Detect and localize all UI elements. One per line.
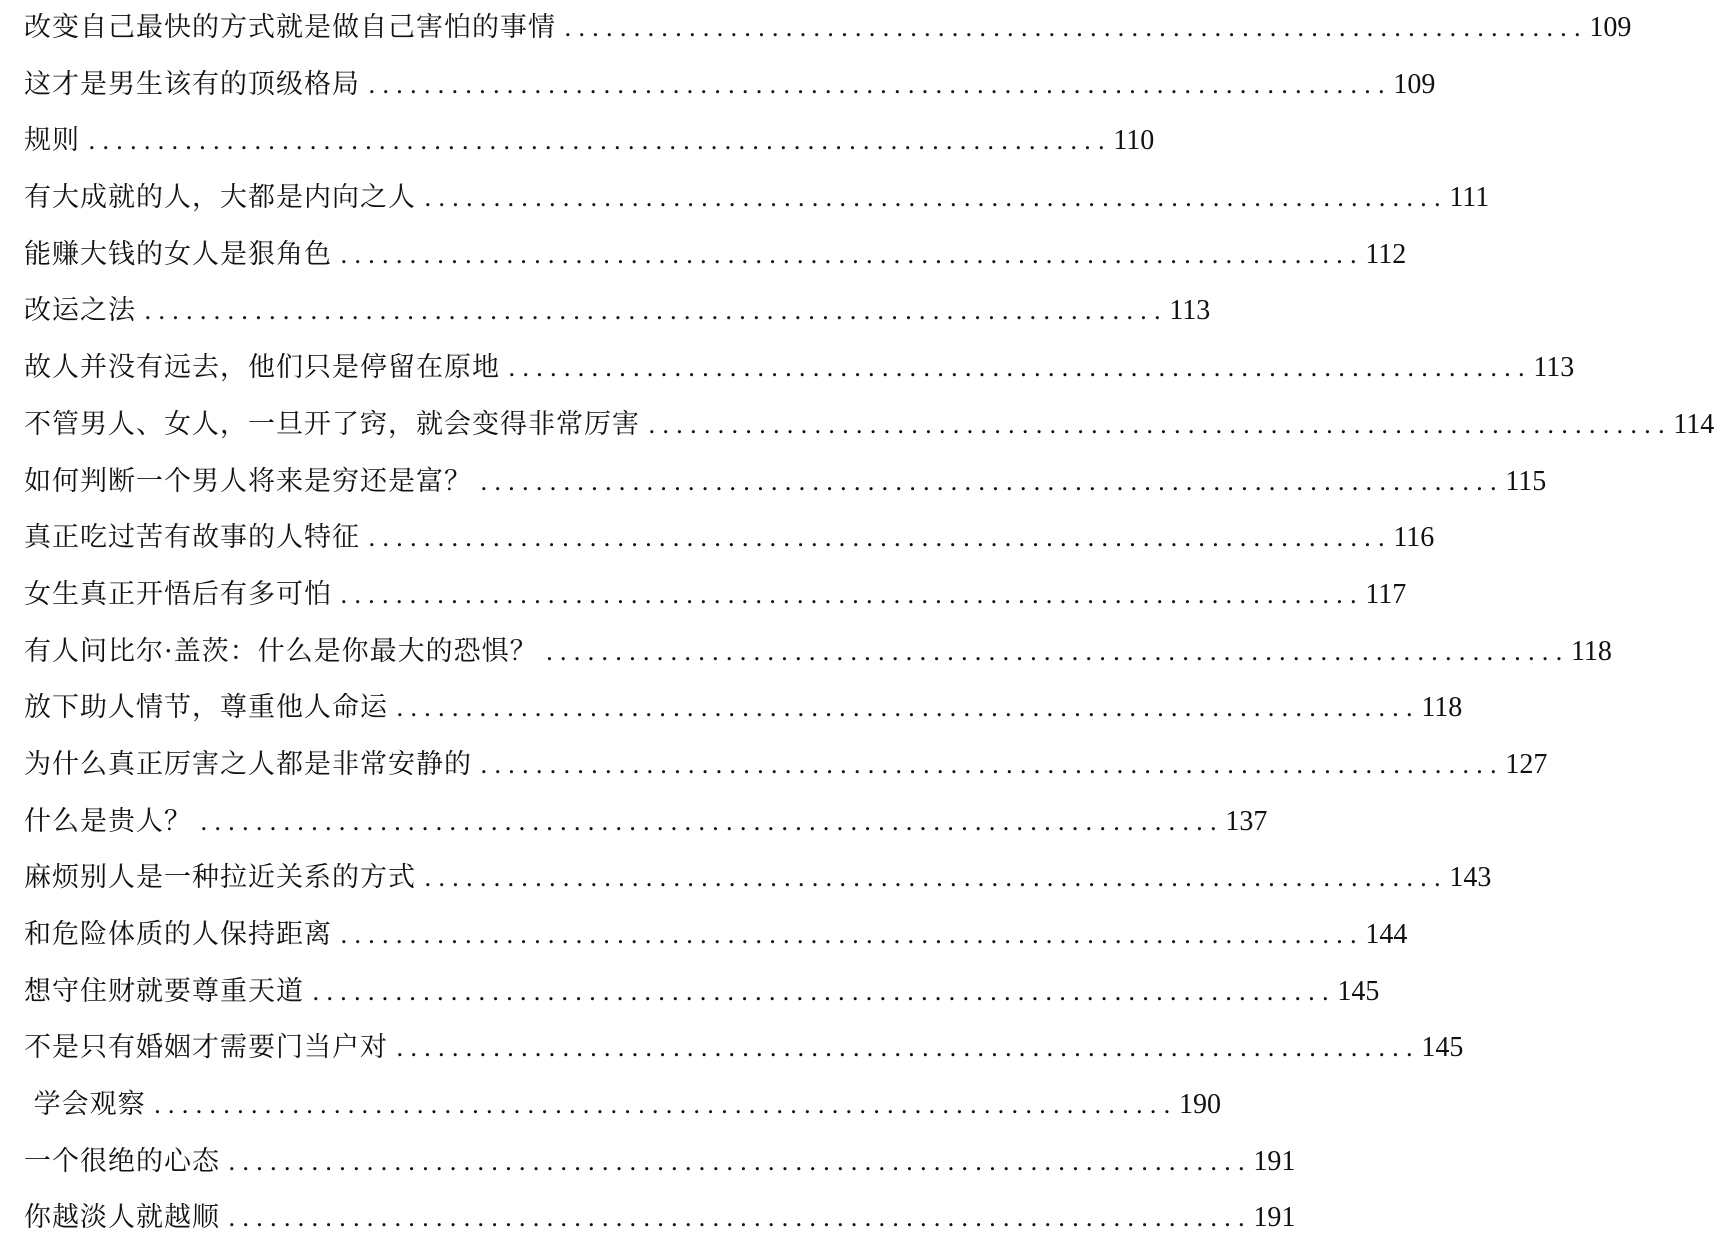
table-of-contents bbox=[24, 0, 1714, 1247]
toc-entry-page: 143 bbox=[1449, 862, 1492, 894]
toc-entry-title: 你越淡人就越顺 bbox=[24, 1202, 220, 1234]
toc-entry-page: 116 bbox=[1393, 522, 1435, 554]
toc-entry-page: 113 bbox=[1533, 352, 1575, 384]
toc-leader-dots: .......................................................................... bbox=[200, 807, 1224, 836]
toc-entry[interactable] bbox=[24, 737, 1548, 794]
toc-entry[interactable] bbox=[24, 283, 1211, 340]
toc-entry-title: 不管男人、女人，一旦开了窍，就会变得非常厉害 bbox=[24, 408, 640, 440]
toc-entry[interactable] bbox=[24, 1077, 1221, 1134]
toc-entry[interactable] bbox=[24, 624, 1612, 681]
toc-entry-title: 有人问比尔·盖茨：什么是你最大的恐惧？ bbox=[24, 635, 538, 667]
toc-leader-dots: .......................................................................... bbox=[396, 1034, 1420, 1063]
toc-entry-page: 190 bbox=[1178, 1089, 1221, 1121]
toc-entry[interactable] bbox=[24, 0, 1632, 57]
toc-entry[interactable] bbox=[24, 397, 1714, 454]
toc-leader-dots: .......................................................................... bbox=[153, 1091, 1177, 1120]
toc-entry-page: 117 bbox=[1365, 578, 1407, 610]
toc-leader-dots: .......................................................................... bbox=[424, 184, 1448, 213]
toc-entry-page: 127 bbox=[1505, 748, 1548, 780]
toc-entry[interactable] bbox=[24, 850, 1492, 907]
toc-entry-title: 改运之法 bbox=[24, 295, 136, 327]
toc-leader-dots: .......................................................................... bbox=[88, 127, 1112, 156]
toc-entry[interactable] bbox=[24, 794, 1268, 851]
toc-leader-dots: .......................................................................... bbox=[340, 921, 1364, 949]
toc-entry[interactable] bbox=[24, 680, 1463, 737]
toc-entry-title: 真正吃过苦有故事的人特征 bbox=[24, 522, 360, 554]
toc-entry[interactable] bbox=[24, 907, 1408, 964]
toc-leader-dots: .......................................................................... bbox=[564, 14, 1588, 42]
toc-entry-page: 111 bbox=[1449, 182, 1490, 214]
toc-entry-page: 112 bbox=[1365, 238, 1407, 270]
toc-entry-page: 109 bbox=[1589, 12, 1632, 43]
toc-entry[interactable] bbox=[24, 1190, 1296, 1247]
toc-entry-title: 这才是男生该有的顶级格局 bbox=[24, 68, 360, 100]
toc-leader-dots: .......................................................................... bbox=[340, 580, 1364, 609]
toc-entry-title: 一个很绝的心态 bbox=[24, 1145, 220, 1177]
toc-entry-title: 和危险体质的人保持距离 bbox=[24, 919, 332, 950]
toc-entry[interactable] bbox=[24, 964, 1380, 1021]
toc-leader-dots: .......................................................................... bbox=[228, 1147, 1252, 1176]
toc-entry-title: 为什么真正厉害之人都是非常安静的 bbox=[24, 748, 472, 780]
toc-leader-dots: .......................................................................... bbox=[508, 354, 1532, 383]
toc-entry-page: 114 bbox=[1673, 408, 1714, 440]
toc-entry[interactable] bbox=[24, 1134, 1296, 1191]
toc-entry-page: 137 bbox=[1225, 805, 1268, 837]
toc-entry[interactable] bbox=[24, 227, 1407, 284]
toc-entry-title: 能赚大钱的女人是狠角色 bbox=[24, 238, 332, 270]
toc-entry-title: 想守住财就要尊重天道 bbox=[24, 975, 304, 1007]
toc-entry-title: 有大成就的人，大都是内向之人 bbox=[24, 182, 416, 214]
toc-entry[interactable] bbox=[24, 510, 1435, 567]
toc-entry-title: 放下助人情节，尊重他人命运 bbox=[24, 692, 388, 724]
toc-leader-dots: .......................................................................... bbox=[228, 1204, 1252, 1233]
toc-entry-title: 故人并没有远去，他们只是停留在原地 bbox=[24, 352, 500, 384]
toc-entry-page: 144 bbox=[1365, 919, 1408, 950]
toc-entry-title: 女生真正开悟后有多可怕 bbox=[24, 578, 332, 610]
toc-entry-title: 不是只有婚姻才需要门当户对 bbox=[24, 1032, 388, 1064]
toc-entry-page: 109 bbox=[1393, 68, 1436, 100]
toc-entry-title: 什么是贵人？ bbox=[24, 805, 192, 837]
toc-entry-page: 191 bbox=[1253, 1145, 1296, 1177]
toc-leader-dots: .......................................................................... bbox=[424, 864, 1448, 893]
toc-entry[interactable] bbox=[24, 340, 1575, 397]
toc-leader-dots: .......................................................................... bbox=[368, 70, 1392, 99]
toc-entry[interactable] bbox=[24, 170, 1490, 227]
toc-leader-dots: .......................................................................... bbox=[340, 240, 1364, 269]
toc-entry-title: 麻烦别人是一种拉近关系的方式 bbox=[24, 862, 416, 894]
toc-entry-page: 145 bbox=[1421, 1032, 1464, 1064]
toc-entry-title: 规则 bbox=[24, 125, 80, 157]
toc-leader-dots: .......................................................................... bbox=[144, 297, 1168, 326]
toc-leader-dots: .......................................................................... bbox=[480, 467, 1504, 496]
toc-entry-page: 115 bbox=[1505, 465, 1547, 497]
toc-entry-page: 118 bbox=[1421, 692, 1463, 724]
toc-leader-dots: .......................................................................... bbox=[545, 637, 1569, 666]
toc-entry[interactable] bbox=[24, 1020, 1464, 1077]
toc-leader-dots: .......................................................................... bbox=[312, 977, 1336, 1006]
toc-entry[interactable] bbox=[24, 567, 1407, 624]
toc-leader-dots: .......................................................................... bbox=[648, 410, 1672, 439]
toc-entry-page: 191 bbox=[1253, 1202, 1296, 1234]
toc-entry-title: 学会观察 bbox=[24, 1089, 146, 1121]
toc-entry[interactable] bbox=[24, 113, 1155, 170]
toc-entry-title: 如何判断一个男人将来是穷还是富？ bbox=[24, 465, 472, 497]
toc-entry-title: 改变自己最快的方式就是做自己害怕的事情 bbox=[24, 12, 556, 43]
toc-entry-page: 118 bbox=[1570, 635, 1612, 667]
toc-leader-dots: .......................................................................... bbox=[368, 524, 1392, 553]
toc-entry[interactable] bbox=[24, 454, 1547, 511]
toc-entry-page: 145 bbox=[1337, 975, 1380, 1007]
toc-leader-dots: .......................................................................... bbox=[396, 694, 1420, 723]
toc-entry-page: 110 bbox=[1113, 125, 1155, 157]
toc-entry-page: 113 bbox=[1169, 295, 1211, 327]
toc-leader-dots: .......................................................................... bbox=[480, 750, 1504, 779]
toc-entry[interactable] bbox=[24, 57, 1436, 114]
